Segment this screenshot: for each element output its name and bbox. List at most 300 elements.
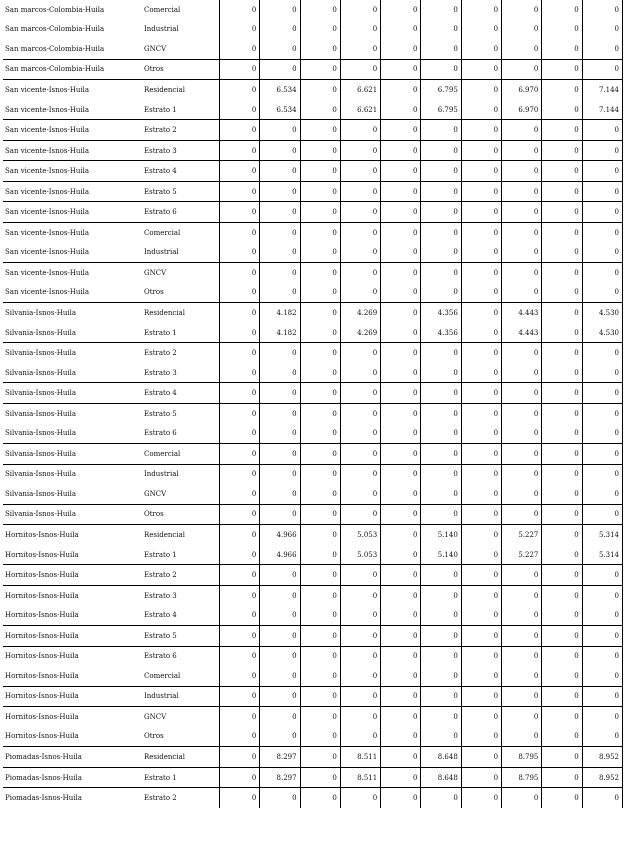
value-cell: 0 [381,263,421,283]
value-cell: 0 [340,686,380,707]
value-cell: 0 [340,243,380,263]
value-cell: 0 [502,363,542,383]
municipio-cell: Silvania-Isnos-Huila [5,328,76,337]
value-cell: 0 [340,0,380,20]
categoria-cell: Residencial [141,525,220,545]
value-cell: 0 [260,686,300,707]
value-cell: 0 [260,243,300,263]
value-cell: 0 [381,0,421,20]
value-cell: 5.227 [502,525,542,545]
value-cell: 0 [542,545,582,565]
municipio-cell: Silvania-Isnos-Huila [3,504,141,525]
value-cell: 0 [461,565,501,586]
value-cell: 0 [381,464,421,484]
value-cell: 0 [260,788,300,808]
value-cell: 0 [542,59,582,80]
value-cell: 0 [461,59,501,80]
value-cell: 0 [542,585,582,605]
value-cell: 0 [260,181,300,202]
value-cell: 0 [381,59,421,80]
value-cell: 0 [220,525,260,545]
categoria-cell: Estrato 2 [141,565,220,586]
value-cell: 0 [381,666,421,686]
value-cell: 0 [542,223,582,243]
value-cell: 0 [340,727,380,747]
value-cell: 0 [260,707,300,727]
categoria-cell: Comercial [144,671,181,680]
value-cell: 0 [381,303,421,323]
value-cell: 0 [542,444,582,465]
value-cell: 0 [260,383,300,404]
municipio-cell: Hornitos-Isnos-Huila [3,565,141,586]
value-cell: 5.140 [421,545,461,565]
value-cell: 0 [381,545,421,565]
value-cell: 0 [502,484,542,504]
value-cell: 0 [421,464,461,484]
value-cell: 0 [340,464,380,484]
value-cell: 0 [340,140,380,161]
value-cell: 0 [340,585,380,605]
categoria-cell: Industrial [141,464,220,484]
table-row [3,525,623,545]
value-cell: 0 [220,646,260,666]
value-cell: 0 [340,20,380,40]
value-cell: 0 [502,161,542,182]
value-cell: 0 [260,625,300,646]
municipio-cell: Hornitos-Isnos-Huila [5,671,79,680]
value-cell: 4.356 [421,303,461,323]
municipio-cell: Silvania-Isnos-Huila [3,343,141,363]
value-cell: 0 [542,727,582,747]
categoria-cell: Estrato 1 [141,767,220,788]
value-cell: 8.648 [421,747,461,768]
value-cell: 0 [502,585,542,605]
value-cell: 0 [340,444,380,465]
value-cell: 0 [381,525,421,545]
value-cell: 0 [220,767,260,788]
value-cell: 0 [582,20,622,40]
categoria-cell: Otros [141,59,220,80]
value-cell: 0 [421,423,461,443]
table-row [3,343,623,363]
value-cell: 0 [220,484,260,504]
value-cell: 0 [300,181,340,202]
value-cell: 0 [220,100,260,120]
value-cell: 8.297 [260,747,300,768]
value-cell: 0 [300,565,340,586]
value-cell: 0 [300,585,340,605]
value-cell: 0 [260,263,300,283]
value-cell: 0 [461,747,501,768]
value-cell: 0 [582,181,622,202]
categoria-cell: GNCV [144,44,167,53]
value-cell: 0 [461,303,501,323]
value-cell: 0 [542,767,582,788]
value-cell: 0 [582,59,622,80]
categoria-cell: Otros [141,504,220,525]
value-cell: 0 [421,181,461,202]
value-cell: 0 [340,423,380,443]
value-cell: 0 [340,504,380,525]
value-cell: 0 [461,223,501,243]
value-cell: 0 [421,444,461,465]
value-cell: 0 [542,323,582,343]
municipio-cell: Silvania-Isnos-Huila [5,368,76,377]
value-cell: 0 [542,383,582,404]
value-cell: 4.966 [260,525,300,545]
value-cell: 0 [582,464,622,484]
value-cell: 0 [502,423,542,443]
value-cell: 6.970 [502,100,542,120]
categoria-cell: Comercial [141,444,220,465]
table-row [3,181,623,202]
categoria-cell: Estrato 1 [144,550,177,559]
value-cell: 0 [340,383,380,404]
value-cell: 0 [582,0,622,20]
value-cell: 0 [220,585,260,605]
table-row [3,585,623,605]
value-cell: 0 [502,565,542,586]
value-cell: 0 [220,747,260,768]
table-row [3,666,623,686]
value-cell: 0 [260,727,300,747]
value-cell: 0 [220,625,260,646]
value-cell: 0 [300,747,340,768]
value-cell: 0 [260,59,300,80]
value-cell: 0 [300,100,340,120]
value-cell: 0 [502,646,542,666]
categoria-cell: Otros [144,732,164,741]
categoria-cell: GNCV [141,263,220,283]
value-cell: 0 [502,39,542,59]
value-cell: 0 [582,403,622,423]
categoria-cell: Estrato 4 [141,383,220,404]
value-cell: 0 [381,484,421,504]
value-cell: 0 [461,283,501,303]
table-row [3,323,623,343]
table-row [3,202,623,223]
municipio-cell: San vicente-Isnos-Huila [3,120,141,141]
municipio-cell: San vicente-Isnos-Huila [3,181,141,202]
value-cell: 0 [300,464,340,484]
value-cell: 0 [300,120,340,141]
value-cell: 0 [381,20,421,40]
value-cell: 0 [461,120,501,141]
value-cell: 0 [582,727,622,747]
value-cell: 0 [421,484,461,504]
municipio-cell: Piomadas-Isnos-Huila [3,788,141,808]
categoria-cell: Estrato 6 [144,429,177,438]
value-cell: 0 [300,788,340,808]
value-cell: 0 [340,363,380,383]
municipio-cell: San vicente-Isnos-Huila [3,263,141,283]
value-cell: 0 [582,161,622,182]
value-cell: 8.952 [582,767,622,788]
value-cell: 4.356 [421,323,461,343]
value-cell: 0 [220,707,260,727]
value-cell: 0 [300,223,340,243]
value-cell: 0 [220,504,260,525]
value-cell: 0 [461,263,501,283]
value-cell: 0 [502,59,542,80]
value-cell: 0 [260,120,300,141]
value-cell: 0 [220,444,260,465]
value-cell: 0 [542,283,582,303]
value-cell: 0 [340,39,380,59]
table-row [3,243,623,263]
municipio-cell: Silvania-Isnos-Huila [5,489,76,498]
value-cell: 5.053 [340,545,380,565]
value-cell: 0 [461,484,501,504]
value-cell: 0 [461,343,501,363]
value-cell: 0 [340,263,380,283]
value-cell: 0 [300,343,340,363]
value-cell: 0 [220,181,260,202]
value-cell: 0 [340,646,380,666]
value-cell: 0 [340,565,380,586]
value-cell: 0 [502,464,542,484]
value-cell: 0 [502,20,542,40]
value-cell: 4.269 [340,323,380,343]
value-cell: 0 [260,423,300,443]
value-cell: 0 [461,686,501,707]
categoria-cell: Residencial [141,80,220,100]
value-cell: 0 [582,343,622,363]
value-cell: 0 [381,383,421,404]
value-cell: 0 [340,484,380,504]
value-cell: 0 [502,383,542,404]
table-row [3,788,623,808]
value-cell: 0 [300,484,340,504]
municipio-cell: Hornitos-Isnos-Huila [5,550,79,559]
value-cell: 0 [220,161,260,182]
value-cell: 0 [502,283,542,303]
value-cell: 0 [220,423,260,443]
municipio-cell: San vicente-Isnos-Huila [3,80,141,100]
value-cell: 0 [300,686,340,707]
value-cell: 0 [502,202,542,223]
value-cell: 0 [582,243,622,263]
municipio-cell: San vicente-Isnos-Huila [5,248,90,257]
value-cell: 0 [502,263,542,283]
value-cell: 8.795 [502,747,542,768]
value-cell: 0 [542,707,582,727]
value-cell: 0 [381,140,421,161]
value-cell: 0 [502,504,542,525]
value-cell: 0 [300,140,340,161]
categoria-cell: GNCV [141,707,220,727]
value-cell: 0 [421,646,461,666]
value-cell: 0 [502,140,542,161]
value-cell: 0 [300,263,340,283]
value-cell: 0 [300,504,340,525]
value-cell: 0 [340,161,380,182]
categoria-cell: Otros [144,288,164,297]
value-cell: 0 [220,363,260,383]
value-cell: 0 [502,0,542,20]
value-cell: 0 [542,140,582,161]
value-cell: 0 [260,484,300,504]
categoria-cell: Estrato 5 [141,625,220,646]
value-cell: 0 [260,39,300,59]
value-cell: 0 [461,243,501,263]
table-row [3,464,623,484]
value-cell: 0 [542,605,582,625]
value-cell: 0 [381,343,421,363]
value-cell: 0 [542,243,582,263]
value-cell: 6.795 [421,100,461,120]
table-row [3,383,623,404]
value-cell: 0 [260,0,300,20]
categoria-cell: Estrato 6 [141,202,220,223]
value-cell: 0 [542,120,582,141]
value-cell: 0 [461,80,501,100]
value-cell: 0 [421,585,461,605]
value-cell: 0 [300,625,340,646]
municipio-cell: Hornitos-Isnos-Huila [3,646,141,666]
value-cell: 0 [340,605,380,625]
value-cell: 0 [542,363,582,383]
municipio-cell: Piomadas-Isnos-Huila [3,767,141,788]
value-cell: 7.144 [582,100,622,120]
value-cell: 0 [582,666,622,686]
value-cell: 0 [582,120,622,141]
value-cell: 0 [260,283,300,303]
value-cell: 0 [381,585,421,605]
value-cell: 0 [220,666,260,686]
municipio-cell: Silvania-Isnos-Huila [3,303,141,323]
value-cell: 0 [542,202,582,223]
value-cell: 0 [582,646,622,666]
data-table-container [3,0,623,808]
value-cell: 0 [340,181,380,202]
value-cell: 0 [220,120,260,141]
value-cell: 5.053 [340,525,380,545]
value-cell: 0 [381,444,421,465]
value-cell: 4.966 [260,545,300,565]
municipio-cell: Silvania-Isnos-Huila [3,444,141,465]
value-cell: 0 [381,504,421,525]
table-row [3,686,623,707]
value-cell: 0 [461,545,501,565]
value-cell: 4.443 [502,323,542,343]
municipio-cell: San vicente-Isnos-Huila [5,105,90,114]
municipio-cell: San vicente-Isnos-Huila [3,161,141,182]
value-cell: 0 [582,707,622,727]
municipio-cell: Hornitos-Isnos-Huila [3,585,141,605]
categoria-cell: Residencial [141,747,220,768]
value-cell: 4.530 [582,303,622,323]
value-cell: 0 [220,223,260,243]
value-cell: 6.621 [340,100,380,120]
value-cell: 0 [220,788,260,808]
table-row [3,727,623,747]
value-cell: 0 [461,464,501,484]
value-cell: 0 [340,707,380,727]
value-cell: 0 [421,243,461,263]
value-cell: 5.140 [421,525,461,545]
table-row [3,747,623,768]
municipio-cell: San marcos-Colombia-Huila [5,44,105,53]
value-cell: 0 [461,161,501,182]
value-cell: 0 [542,161,582,182]
value-cell: 0 [421,161,461,182]
municipio-cell: San vicente-Isnos-Huila [3,202,141,223]
value-cell: 0 [542,747,582,768]
value-cell: 0 [260,343,300,363]
value-cell: 5.314 [582,525,622,545]
value-cell: 0 [260,646,300,666]
municipio-cell: San vicente-Isnos-Huila [3,140,141,161]
table-row [3,20,623,40]
value-cell: 0 [582,263,622,283]
value-cell: 0 [421,140,461,161]
value-cell: 0 [421,403,461,423]
value-cell: 8.297 [260,767,300,788]
value-cell: 0 [542,788,582,808]
value-cell: 0 [421,263,461,283]
municipio-cell: Hornitos-Isnos-Huila [3,625,141,646]
value-cell: 0 [300,403,340,423]
value-cell: 0 [260,202,300,223]
value-cell: 0 [340,59,380,80]
value-cell: 0 [582,423,622,443]
value-cell: 0 [421,223,461,243]
value-cell: 0 [340,788,380,808]
value-cell: 0 [381,100,421,120]
value-cell: 0 [381,686,421,707]
value-cell: 0 [300,545,340,565]
value-cell: 0 [340,223,380,243]
value-cell: 0 [502,120,542,141]
value-cell: 0 [461,20,501,40]
value-cell: 0 [300,243,340,263]
value-cell: 0 [421,788,461,808]
value-cell: 0 [300,323,340,343]
table-row [3,283,623,303]
value-cell: 0 [461,444,501,465]
value-cell: 0 [340,666,380,686]
value-cell: 0 [260,585,300,605]
categoria-cell: GNCV [144,489,167,498]
categoria-cell: Industrial [144,25,179,34]
value-cell: 0 [582,39,622,59]
municipio-cell: Hornitos-Isnos-Huila [3,686,141,707]
value-cell: 0 [260,565,300,586]
value-cell: 0 [300,303,340,323]
value-cell: 5.314 [582,545,622,565]
categoria-cell: Estrato 5 [141,403,220,423]
table-row [3,625,623,646]
value-cell: 0 [461,605,501,625]
value-cell: 0 [300,283,340,303]
value-cell: 0 [300,39,340,59]
value-cell: 0 [542,565,582,586]
value-cell: 0 [421,625,461,646]
value-cell: 0 [461,140,501,161]
value-cell: 0 [421,605,461,625]
table-row [3,707,623,727]
categoria-cell: Comercial [144,5,181,14]
value-cell: 0 [421,20,461,40]
value-cell: 0 [300,59,340,80]
value-cell: 0 [461,39,501,59]
table-row [3,39,623,59]
categoria-cell: Estrato 3 [144,368,177,377]
value-cell: 0 [260,666,300,686]
value-cell: 0 [502,788,542,808]
value-cell: 0 [260,444,300,465]
